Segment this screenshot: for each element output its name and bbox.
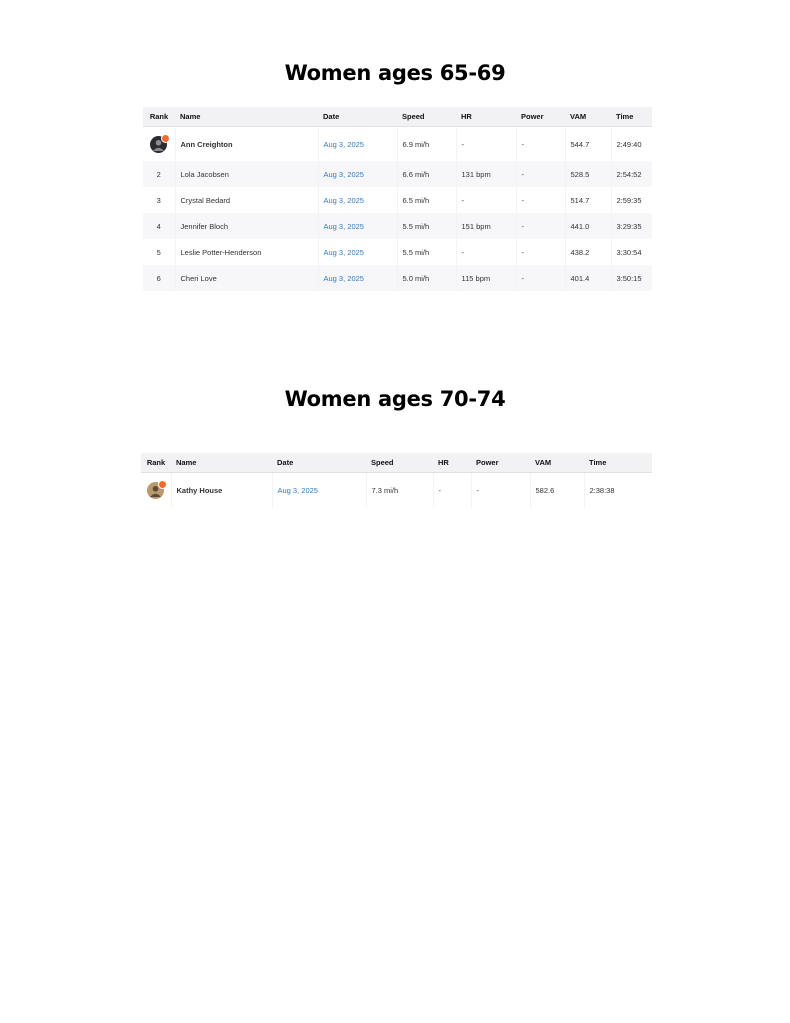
activity-date-link[interactable]: Aug 3, 2025 xyxy=(323,195,364,205)
power-cell: - xyxy=(516,187,565,213)
rank-cell: 2 xyxy=(143,161,175,187)
column-header-vam[interactable]: VAM xyxy=(530,453,584,473)
section-title-women-65-69: Women ages 65-69 xyxy=(284,61,506,85)
speed-cell: 5.0 mi/h xyxy=(397,265,456,291)
power-cell: - xyxy=(516,127,565,162)
speed-cell: 6.9 mi/h xyxy=(397,127,456,162)
rank-cell xyxy=(141,473,171,508)
power-cell: - xyxy=(516,213,565,239)
vam-cell: 438.2 xyxy=(565,239,611,265)
column-header-date[interactable]: Date xyxy=(272,453,366,473)
vam-cell: 441.0 xyxy=(565,213,611,239)
table-row xyxy=(143,265,652,291)
date-cell xyxy=(318,187,397,213)
activity-date-link[interactable]: Aug 3, 2025 xyxy=(323,169,364,179)
vam-cell: 401.4 xyxy=(565,265,611,291)
athlete-avatar-icon[interactable] xyxy=(150,136,167,153)
athlete-avatar-icon[interactable] xyxy=(147,482,164,499)
table-row xyxy=(143,187,652,213)
column-header-rank[interactable]: Rank xyxy=(143,107,175,127)
column-header-name[interactable]: Name xyxy=(175,107,318,127)
athlete-name-link[interactable]: Jennifer Bloch xyxy=(175,213,318,239)
activity-date-link[interactable]: Aug 3, 2025 xyxy=(277,485,318,495)
activity-date-link[interactable]: Aug 3, 2025 xyxy=(323,139,364,149)
column-header-hr[interactable]: HR xyxy=(456,107,516,127)
athlete-name-link[interactable]: Ann Creighton xyxy=(175,127,318,162)
hr-cell: 151 bpm xyxy=(456,213,516,239)
hr-cell: 131 bpm xyxy=(456,161,516,187)
table-row xyxy=(141,473,652,508)
column-header-vam[interactable]: VAM xyxy=(565,107,611,127)
speed-cell: 5.5 mi/h xyxy=(397,213,456,239)
column-header-speed[interactable]: Speed xyxy=(397,107,456,127)
hr-cell: - xyxy=(456,239,516,265)
table-row xyxy=(143,127,652,162)
power-cell: - xyxy=(516,265,565,291)
column-header-power[interactable]: Power xyxy=(471,453,530,473)
date-cell xyxy=(318,265,397,291)
date-cell xyxy=(272,473,366,508)
rank-cell: 6 xyxy=(143,265,175,291)
speed-cell: 7.3 mi/h xyxy=(366,473,433,508)
hr-cell: - xyxy=(456,127,516,162)
rank-cell xyxy=(143,127,175,162)
column-header-date[interactable]: Date xyxy=(318,107,397,127)
leaderboard-table-women-65-69 xyxy=(143,107,652,291)
power-cell: - xyxy=(516,239,565,265)
column-header-time[interactable]: Time xyxy=(611,107,652,127)
vam-cell: 544.7 xyxy=(565,127,611,162)
activity-date-link[interactable]: Aug 3, 2025 xyxy=(323,247,364,257)
power-cell: - xyxy=(471,473,530,508)
date-cell xyxy=(318,213,397,239)
activity-date-link[interactable]: Aug 3, 2025 xyxy=(323,221,364,231)
athlete-name-link[interactable]: Kathy House xyxy=(171,473,272,508)
time-cell: 2:49:40 xyxy=(611,127,652,162)
athlete-name-link[interactable]: Lola Jacobsen xyxy=(175,161,318,187)
table-header-row xyxy=(141,453,652,473)
medal-badge-icon xyxy=(161,134,170,143)
time-cell: 2:59:35 xyxy=(611,187,652,213)
vam-cell: 514.7 xyxy=(565,187,611,213)
athlete-name-link[interactable]: Crystal Bedard xyxy=(175,187,318,213)
athlete-name-link[interactable]: Cheri Love xyxy=(175,265,318,291)
column-header-power[interactable]: Power xyxy=(516,107,565,127)
time-cell: 2:38:38 xyxy=(584,473,652,508)
activity-date-link[interactable]: Aug 3, 2025 xyxy=(323,273,364,283)
power-cell: - xyxy=(516,161,565,187)
rank-cell: 3 xyxy=(156,195,161,205)
time-cell: 3:30:54 xyxy=(611,239,652,265)
table-row xyxy=(143,161,652,187)
time-cell: 2:54:52 xyxy=(611,161,652,187)
speed-cell: 6.5 mi/h xyxy=(397,187,456,213)
hr-cell: - xyxy=(433,473,471,508)
section-title-women-70-74: Women ages 70-74 xyxy=(284,387,506,411)
medal-badge-icon xyxy=(158,480,167,489)
date-cell xyxy=(318,127,397,162)
rank-cell: 4 xyxy=(143,213,175,239)
time-cell: 3:50:15 xyxy=(611,265,652,291)
column-header-name[interactable]: Name xyxy=(171,453,272,473)
table-header-row xyxy=(143,107,652,127)
speed-cell: 6.6 mi/h xyxy=(397,161,456,187)
column-header-time[interactable]: Time xyxy=(584,453,652,473)
date-cell xyxy=(318,161,397,187)
athlete-name-link[interactable]: Leslie Potter-Henderson xyxy=(175,239,318,265)
time-cell: 3:29:35 xyxy=(611,213,652,239)
hr-cell: - xyxy=(456,187,516,213)
vam-cell: 582.6 xyxy=(530,473,584,508)
column-header-rank[interactable]: Rank xyxy=(141,453,171,473)
column-header-speed[interactable]: Speed xyxy=(366,453,433,473)
hr-cell: 115 bpm xyxy=(456,265,516,291)
table-row xyxy=(143,213,652,239)
rank-cell: 5 xyxy=(156,247,161,257)
date-cell xyxy=(318,239,397,265)
vam-cell: 528.5 xyxy=(565,161,611,187)
leaderboard-table-women-70-74 xyxy=(141,453,652,507)
table-row xyxy=(143,239,652,265)
speed-cell: 5.5 mi/h xyxy=(397,239,456,265)
column-header-hr[interactable]: HR xyxy=(433,453,471,473)
